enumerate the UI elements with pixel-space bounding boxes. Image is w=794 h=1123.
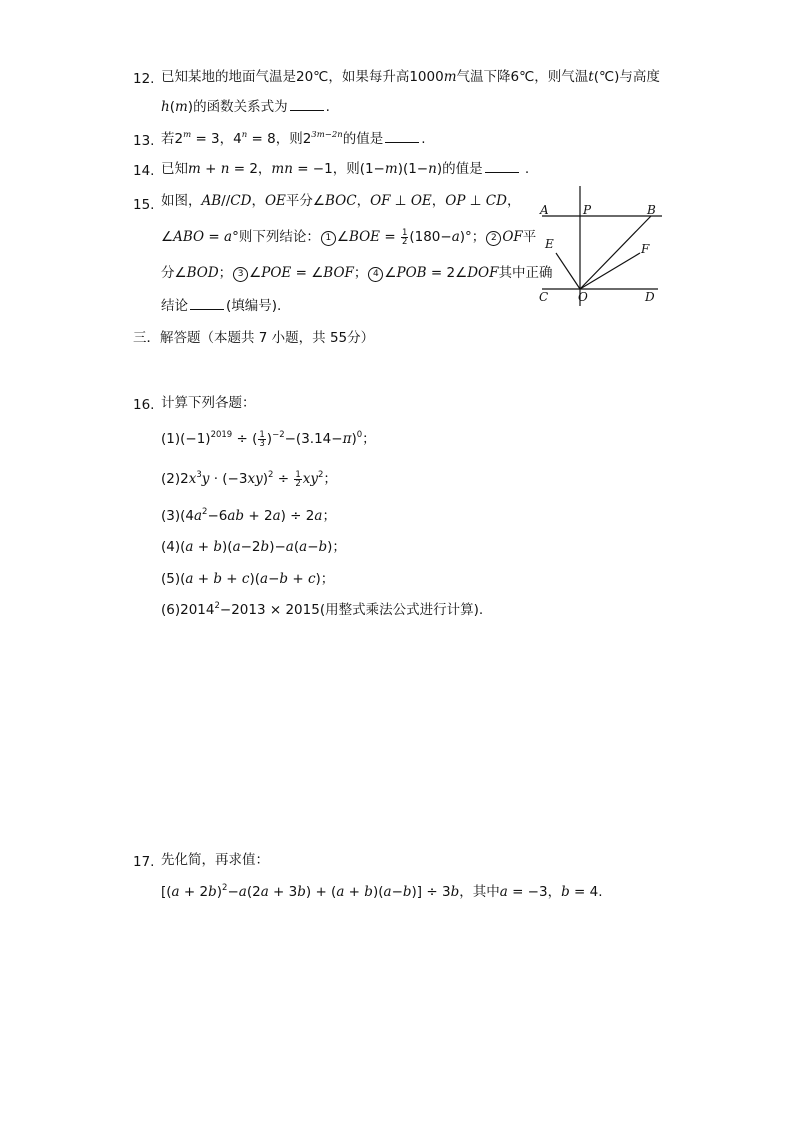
- q16-item-6: $(6)2014^2-2013 \times 2015$(用整式乘法公式进行计算).: [161, 601, 484, 618]
- question-14-text: 已知m + n = 2，mn = −1，则(1−m)(1−n)的值是 .: [161, 161, 530, 177]
- label-p: P: [583, 203, 592, 217]
- label-e: E: [545, 237, 554, 251]
- q16-item-1: $(1)(-1)^{2019}$ ÷ ( $\frac{1}{3}$ )$^{-2}-(3.14-\pi)^0$；: [161, 429, 376, 449]
- label-a: A: [540, 203, 549, 217]
- question-number-14: 14.: [133, 163, 155, 179]
- label-f: F: [641, 242, 650, 256]
- q16-item-3: $(3)(4a^2-6ab + 2a) \div 2a$；: [161, 507, 336, 524]
- question-number-12: 12.: [133, 71, 155, 87]
- question-number-16: 16.: [133, 397, 155, 413]
- q16-item-2: $(2)2x^3y \cdot (-3xy)^2$ ÷ $\frac{1}{2}$ $xy^2$；: [161, 469, 337, 489]
- question-15-line-4: 结论 (填编号).: [161, 298, 282, 314]
- answer-blank[interactable]: [485, 160, 519, 173]
- question-number-15: 15.: [133, 197, 155, 213]
- question-17-intro: 先化简，再求值：: [161, 852, 269, 868]
- geometry-figure: [530, 180, 670, 312]
- question-16-intro: 计算下列各题：: [161, 395, 256, 411]
- question-15-line-1: 如图，AB//CD，OE平分∠BOC，OF ⊥ OE，OP ⊥ CD，: [161, 193, 521, 209]
- question-number-17: 17.: [133, 854, 155, 870]
- question-15-line-2: ∠ABO = a°则下列结论： 1 ∠BOE = $\frac{1}{2}$ (180−a)°； 2 OF平: [161, 227, 537, 247]
- answer-blank[interactable]: [385, 130, 419, 143]
- label-b: B: [647, 203, 656, 217]
- question-15-line-3: 分∠BOD； 3 ∠POE = ∠BOF； 4 ∠POB = 2∠DOF其中正确: [161, 265, 553, 281]
- question-17-expression: $[(a + 2b)^2-a(2a + 3b) + (a + b)(a-b)] \div 3b$，其中a = −3，b = 4.: [161, 883, 603, 900]
- ray-oe: [556, 253, 580, 289]
- answer-blank[interactable]: [290, 98, 324, 111]
- label-o: O: [578, 290, 588, 304]
- answer-blank[interactable]: [190, 297, 224, 310]
- question-12-line-1: 已知某地的地面气温是20℃，如果每升高1000m气温下降6℃，则气温t(℃)与高度: [161, 69, 660, 85]
- section-heading: 三．解答题（本题共 7 小题，共 55分）: [133, 330, 375, 346]
- label-d: D: [645, 290, 655, 304]
- q16-item-5: (5)(a + b + c)(a−b + c)；: [161, 571, 335, 587]
- q16-item-4: (4)(a + b)(a−2b)−a(a−b)；: [161, 539, 346, 555]
- label-c: C: [539, 290, 549, 304]
- question-12-line-2: h(m)的函数关系式为 .: [161, 99, 330, 115]
- question-number-13: 13.: [133, 133, 155, 149]
- question-13-text: 若$2^m = 3$，$4^n = 8$，则$2^{3m-2n}$的值是 .: [161, 130, 426, 147]
